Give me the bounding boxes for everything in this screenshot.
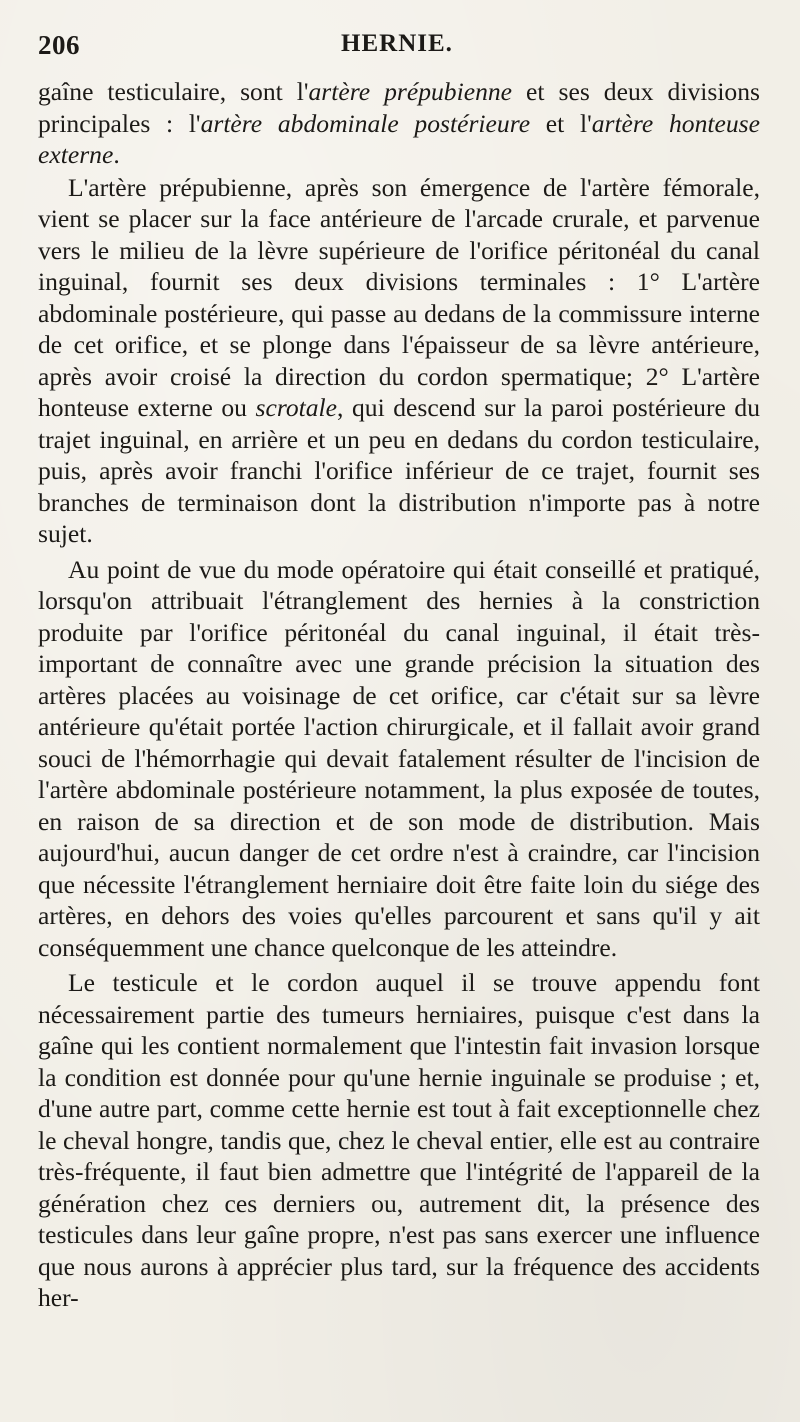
italic-term: scrotale xyxy=(255,393,338,422)
running-title: HERNIE. xyxy=(341,30,453,57)
text-run: et l' xyxy=(530,108,592,138)
paragraph-4 xyxy=(38,967,760,1314)
text-run: Le testicule et le cordon auquel il se trouve appendu font nécessairement partie des tumeurs herniaires, puisque c'est dans la gaîne qui les contient normalement que l'intestin fait invasion lorsque la condition est donnée pour qu'une hernie inguinale se produise ; et, d'une autre part, comme cette hernie est tout à fait exceptionnelle chez le cheval hongre, tandis que, chez le cheval entier, elle est au contraire très-fréquente, il faut bien admettre que l'intégrité de l'appareil de la génération chez ces derniers ou, autrement dit, la présence des testicules dans leur gaîne propre, n'est pas sans exercer une influence que nous aurons à apprécier plus tard, sur la fréquence des accidents her- xyxy=(38,968,760,1312)
text-run: , qui descend sur la paroi postérieure du trajet inguinal, en arrière et un peu en dedans du cordon testiculaire, puis, après avoir franchi l'orifice inférieur de ce trajet, fournit ses branches de terminaison dont la distribution n'importe pas à notre sujet. xyxy=(38,393,760,548)
body-text xyxy=(38,76,760,1315)
italic-term: artère abdominale postérieure xyxy=(200,108,531,138)
text-run: L'artère prépubienne, après son émergence de l'artère fémorale, vient se placer sur la face antérieure de l'arcade crurale, et parvenue vers le milieu de la lèvre supérieure de l'orifice péritonéal du canal inguinal, fournit ses deux divisions terminales : 1° L'artère abdominale postérieure, qui passe au dedans de la commissure interne de cet orifice, et se plonge dans l'épaisseur de sa lèvre antérieure, après avoir croisé la direction du cordon spermatique; 2° L'artère honteuse externe ou xyxy=(38,172,760,422)
italic-term: artère prépubienne xyxy=(308,77,513,106)
page-number: 206 xyxy=(38,30,80,60)
page-header xyxy=(38,30,756,70)
text-run: et ses deux divisions principales : l' xyxy=(38,77,760,138)
italic-term: artère honteuse externe xyxy=(38,108,760,169)
text-run: gaîne testiculaire, sont l' xyxy=(38,77,309,106)
text-run: Au point de vue du mode opératoire qui était conseillé et pratiqué, lorsqu'on attribuait l'étranglement des hernies à la constriction produite par l'orifice péritonéal du canal inguinal, il était très-important de connaître avec une grande précision la situation des artères placées au voisinage de cet orifice, car c'était sur sa lèvre antérieure qu'était portée l'action chirurgicale, et il fallait avoir grand souci de l'hémorrhagie qui devait fatalement résulter de l'incision de l'artère abdominale postérieure notamment, la plus exposée de toutes, en raison de sa direction et de son mode de distribution. Mais aujourd'hui, aucun danger de cet ordre n'est à craindre, car l'incision que nécessite l'étranglement herniaire doit être faite loin du siége des artères, en dehors des voies qu'elles parcourent et sans qu'il y ait conséquemment une chance quelconque de les atteindre. xyxy=(38,554,760,962)
text-run: . xyxy=(113,140,120,169)
paragraph-2 xyxy=(38,172,760,550)
paragraph-3 xyxy=(38,554,760,964)
paragraph-1 xyxy=(38,76,760,171)
